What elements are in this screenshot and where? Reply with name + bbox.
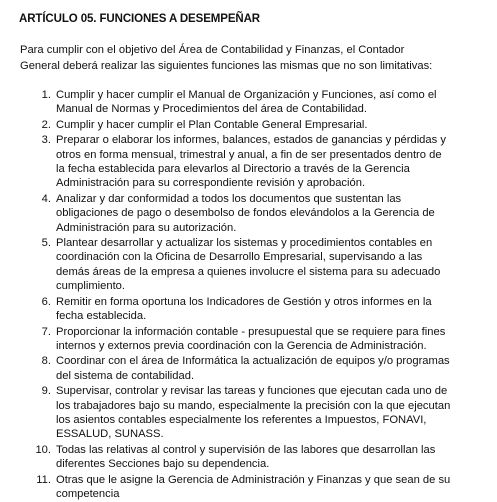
item-number: 5. bbox=[41, 237, 51, 250]
item-line: obligaciones de pago o desembolso de fondos elevándolos a la Gerencia de bbox=[56, 207, 435, 220]
list-item bbox=[0, 236, 497, 294]
item-line: Todas las relativas al control y supervisión de las labores que desarrollan las bbox=[56, 443, 436, 456]
list-item bbox=[0, 325, 497, 354]
item-line: los trabajadores bajo su mando, especialmente la precisión con la que ejecutan bbox=[56, 399, 451, 412]
item-line: fecha establecida. bbox=[56, 310, 147, 323]
item-line: la fecha establecida para elevarlos al Directorio a través de la Gerencia bbox=[56, 163, 410, 176]
item-number: 9. bbox=[41, 385, 51, 398]
item-text bbox=[56, 236, 497, 294]
list-item bbox=[0, 473, 497, 502]
list-item bbox=[0, 118, 497, 132]
item-line: Otras que le asigne la Gerencia de Administración y Finanzas y que sean de su bbox=[56, 473, 451, 486]
item-line: competencia bbox=[56, 487, 120, 500]
item-line: Plantear desarrollar y actualizar los sistemas y procedimientos contables en bbox=[56, 237, 433, 250]
item-number: 3. bbox=[41, 134, 51, 147]
list-item bbox=[0, 443, 497, 472]
item-text bbox=[56, 192, 497, 235]
list-item bbox=[0, 354, 497, 383]
list-item bbox=[0, 88, 497, 117]
item-text bbox=[56, 325, 497, 354]
functions-list bbox=[0, 88, 497, 502]
item-number: 8. bbox=[41, 355, 51, 368]
item-line: del sistema de contabilidad. bbox=[56, 369, 195, 382]
item-number: 6. bbox=[41, 295, 51, 308]
item-text bbox=[56, 443, 497, 472]
intro-line: General deberá realizar las siguientes funciones las mismas que no son limitativas: bbox=[20, 59, 433, 72]
item-text bbox=[56, 384, 497, 442]
item-line: demás áreas de la empresa a quienes involucre el sistema para su adecuado bbox=[56, 265, 441, 278]
item-line: Manual de Normas y Procedimientos del área de Contabilidad. bbox=[56, 103, 367, 116]
item-line: Coordinar con el área de Informática la actualización de equipos y/o programas bbox=[56, 355, 450, 368]
item-text bbox=[56, 354, 497, 383]
item-line: Analizar y dar conformidad a todos los documentos que sustentan las bbox=[56, 192, 402, 205]
item-line: Supervisar, controlar y revisar las tareas y funciones que ejecutan cada uno de bbox=[56, 385, 448, 398]
item-number: 10. bbox=[35, 443, 51, 456]
item-text bbox=[56, 88, 497, 117]
item-line: diferentes Secciones bajo su dependencia. bbox=[56, 458, 270, 471]
item-number: 7. bbox=[41, 325, 51, 338]
item-number: 11. bbox=[36, 473, 51, 486]
list-item bbox=[0, 192, 497, 235]
intro-line: Para cumplir con el objetivo del Área de Contabilidad y Finanzas, el Contador bbox=[20, 44, 405, 56]
item-line: Cumplir y hacer cumplir el Manual de Organización y Funciones, así como el bbox=[56, 89, 437, 101]
item-line: los asientos contables especialmente los referentes a Impuestos, FONAVI, bbox=[56, 413, 427, 426]
item-text bbox=[56, 133, 497, 191]
item-number: 4. bbox=[41, 192, 51, 205]
item-line: cumplimiento. bbox=[56, 280, 126, 293]
item-line: coordinación con la Oficina de Desarrollo Empresarial, supervisando a las bbox=[56, 251, 423, 264]
item-number: 2. bbox=[41, 118, 51, 131]
list-item bbox=[0, 133, 497, 191]
item-line: otros en forma mensual, trimestral y anual, a fin de ser presentados dentro de bbox=[56, 148, 442, 161]
item-line: Remitir en forma oportuna los Indicadores de Gestión y otros informes en la bbox=[56, 295, 432, 308]
item-line: Administración para su autorización. bbox=[56, 221, 237, 234]
item-line: ESSALUD, SUNASS. bbox=[56, 428, 164, 441]
item-text bbox=[56, 473, 497, 502]
item-line: Preparar o elaborar los informes, balances, estados de ganancias y pérdidas y bbox=[56, 134, 446, 147]
list-item bbox=[0, 295, 497, 324]
item-line: Proporcionar la información contable - presupuestal que se requiere para fines bbox=[56, 325, 446, 338]
item-line: internos y externos previa coordinación con la Gerencia de Administración. bbox=[56, 339, 427, 352]
item-number: 1. bbox=[41, 89, 51, 101]
item-text bbox=[56, 118, 497, 132]
list-item bbox=[0, 384, 497, 442]
item-text bbox=[56, 295, 497, 324]
article-heading: ARTÍCULO 05. FUNCIONES A DESEMPEÑAR bbox=[19, 13, 261, 25]
intro-paragraph bbox=[20, 43, 485, 74]
item-line: Administración para su correspondiente revisión y aprobación. bbox=[56, 177, 366, 190]
item-line: Cumplir y hacer cumplir el Plan Contable General Empresarial. bbox=[56, 118, 368, 131]
